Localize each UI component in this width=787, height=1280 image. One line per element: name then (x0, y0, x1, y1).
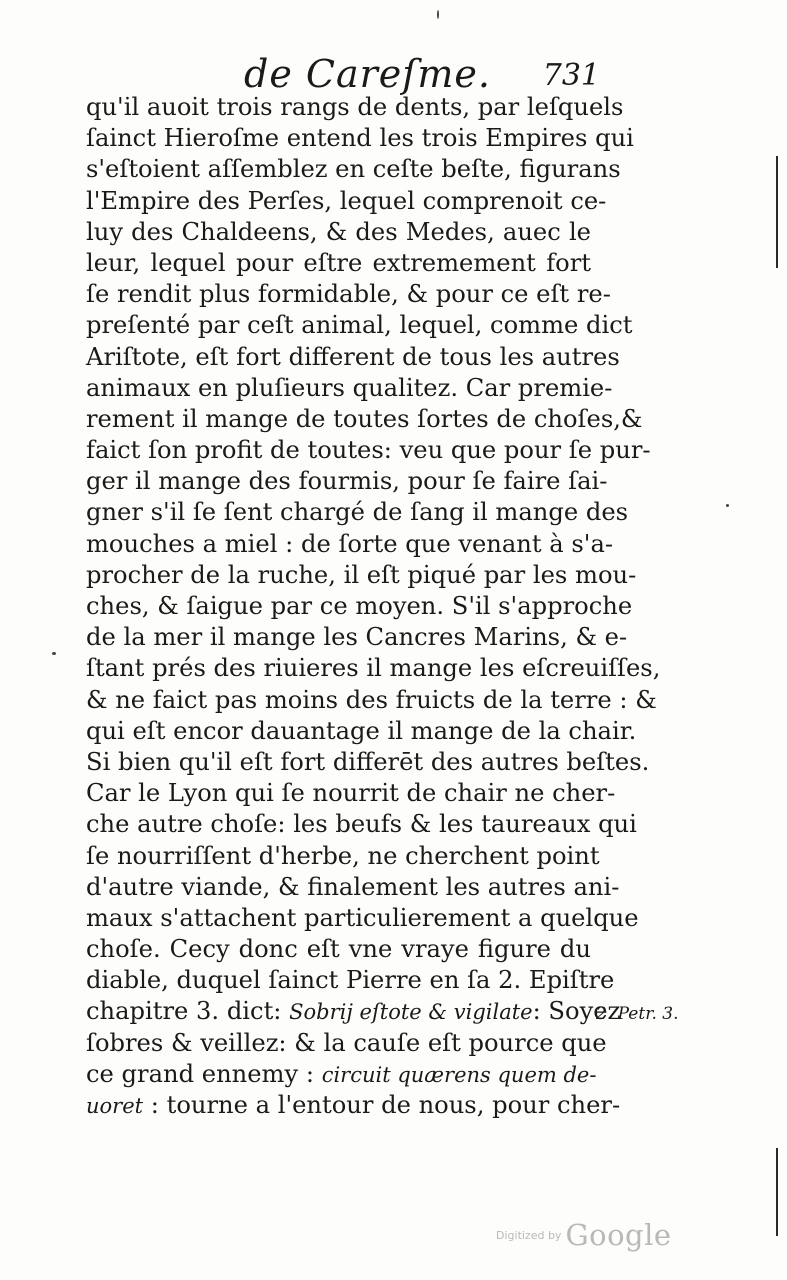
text-line (86, 1090, 621, 1121)
text-line: gner s'il ſe ſent chargé de ſang il mange des (86, 498, 629, 527)
text-segment: ce grand ennemy : (86, 1059, 322, 1088)
text-line: maux s'attachent particulierement a quelque (86, 903, 639, 932)
text-line (86, 1059, 597, 1090)
scan-edge-mark (776, 156, 778, 268)
latin-quote: Sobrij eſtote & vigilate (289, 1000, 533, 1025)
watermark-caption: Digitized by (496, 1228, 562, 1242)
text-line: Si bien qu'il eſt fort differēt des autres beſtes. (86, 747, 650, 776)
text-line: procher de la ruche, il eſt piqué par les mou- (86, 560, 637, 589)
text-line: s'eſtoient aſſemblez en ceſte beſte, figurans (86, 155, 621, 184)
text-line: ſe rendit plus formidable, & pour ce eſt re- (86, 280, 611, 309)
text-line: & ne faict pas moins des fruicts de la terre : & (86, 685, 657, 714)
scan-edge-mark (776, 1148, 778, 1236)
text-line: animaux en pluſieurs qualitez. Car premie- (86, 373, 613, 402)
text-line (86, 996, 621, 1027)
text-line: faict ſon profit de toutes: veu que pour ſe pur- (86, 436, 651, 465)
page-number: 731 (542, 58, 600, 93)
latin-quote: circuit quærens quem de- (321, 1062, 597, 1087)
ink-speck (726, 504, 729, 507)
text-line: mouches a miel : de ſorte que venant à s'a- (86, 529, 614, 558)
text-line: rement il mange de toutes ſortes de choſes,& (86, 404, 643, 433)
text-line: luy des Chaldeens, & des Medes, auec le (86, 217, 591, 246)
digitized-watermark (496, 1218, 672, 1254)
margin-reference: 2. Petr. 3. (596, 1004, 679, 1024)
google-logo: Google (565, 1218, 672, 1252)
text-line: de la mer il mange les Cancres Marins, & e- (86, 623, 628, 652)
text-line: ches, & ſaigue par ce moyen. S'il s'approche (86, 592, 633, 620)
text-line: leur, lequel pour eſtre extremement fort (86, 248, 591, 277)
running-head: de Careſme. (244, 52, 491, 96)
text-line: d'autre viande, & finalement les autres ani- (86, 872, 620, 901)
text-segment: : tourne a l'entour de nous, pour cher- (143, 1091, 621, 1119)
text-line: l'Empire des Perſes, lequel comprenoit ce- (86, 186, 607, 215)
text-line: qu'il auoit trois rangs de dents, par leſquels (86, 93, 624, 121)
text-line: ſobres & veillez: & la cauſe eſt pource que (86, 1028, 607, 1057)
page-header (240, 52, 600, 96)
text-line: preſenté par ceſt animal, lequel, comme dict (86, 311, 633, 340)
text-line: che autre choſe: les beufs & les taureaux qui (86, 810, 637, 839)
ink-speck (52, 652, 56, 655)
text-line: ſe nourriſſent d'herbe, ne cherchent point (86, 841, 600, 870)
text-line: diable, duquel ſainct Pierre en ſa 2. Epiſtre (86, 966, 615, 995)
text-line: choſe. Cecy donc eſt vne vraye figure du (86, 935, 591, 964)
text-segment: : Soyez (532, 997, 621, 1026)
text-line: ger il mange des fourmis, pour ſe faire ſai- (86, 467, 608, 496)
latin-quote: uoret (86, 1094, 144, 1118)
ink-speck (437, 10, 439, 19)
text-line: ſtant prés des riuieres il mange les eſcreuiſſes, (86, 654, 661, 683)
text-line: ſainct Hieroſme entend les trois Empires qui (86, 124, 634, 153)
text-line: Car le Lyon qui ſe nourrit de chair ne cher- (86, 779, 616, 808)
text-line: qui eſt encor dauantage il mange de la chair. (86, 716, 637, 745)
text-segment: chapitre 3. dict: (86, 997, 290, 1026)
text-line: Ariſtote, eſt fort different de tous les autres (86, 342, 620, 371)
